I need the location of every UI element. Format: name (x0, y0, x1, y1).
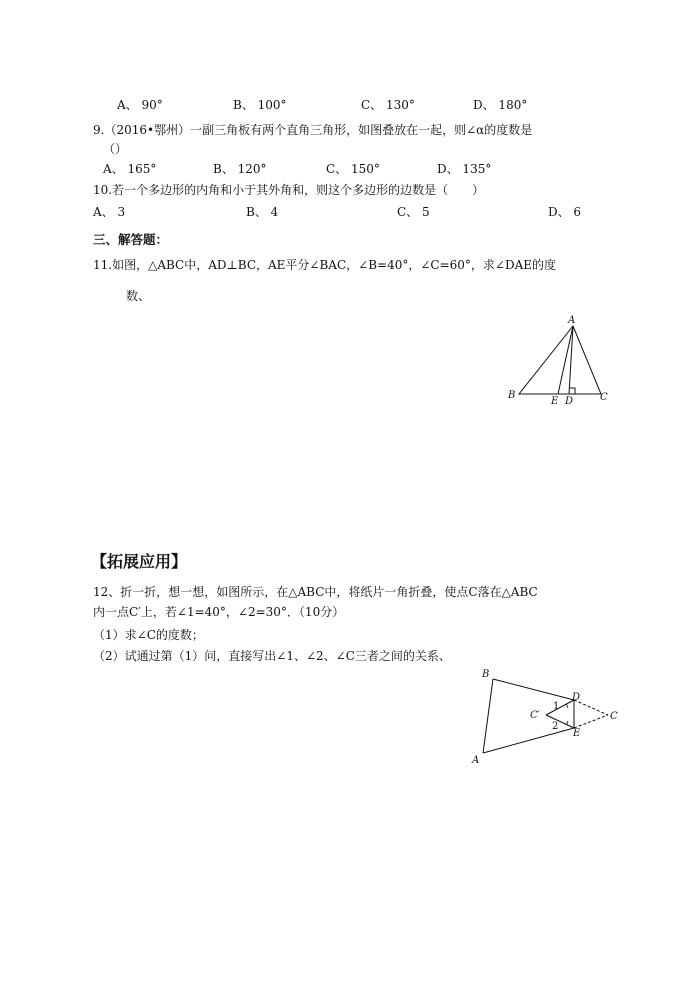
q10-stem: 10.若一个多边形的内角和小于其外角和，则这个多边形的边数是（ ） (93, 183, 485, 197)
q8-option-c: C、 130° (361, 98, 415, 112)
q8-option-a: A、 90° (117, 98, 163, 112)
q8-option-d: D、 180° (473, 98, 528, 112)
q10-option-d: D、 6 (548, 205, 582, 219)
section-heading-answers: 三、解答题： (93, 232, 169, 247)
q11-label-a: A (568, 315, 576, 326)
q12-label-angle-1: 1 (553, 701, 560, 712)
q12-label-b: B (482, 669, 490, 680)
q12-label-c: C (610, 711, 618, 722)
q11-label-d: D (565, 396, 574, 407)
q9-stem-line1: 9.（2016•鄂州）一副三角板有两个直角三角形，如图叠放在一起，则∠α的度数是 (93, 123, 533, 137)
q12-stem-line1: 12、折一折，想一想，如图所示，在△ABC中，将纸片一角折叠，使点C落在△ABC (93, 585, 538, 599)
q8-option-b: B、 100° (233, 98, 287, 112)
q9-option-d: D、 135° (437, 162, 492, 176)
q10-option-c: C、 5 (397, 205, 430, 219)
q11-stem-line1: 11.如图，△ABC中，AD⊥BC，AE平分∠BAC，∠B=40°，∠C=60°，求∠DAE的度 (93, 258, 557, 272)
q12-part2: （2）试通过第（1）问，直接写出∠1、∠2、∠C三者之间的关系、 (93, 649, 451, 663)
q12-part1: （1）求∠C的度数； (93, 628, 204, 642)
q10-option-a: A、 3 (93, 205, 126, 219)
q11-label-e: E (551, 396, 559, 407)
q11-label-b: B (508, 390, 516, 401)
q9-option-a: A、 165° (103, 162, 157, 176)
q11-stem-line2: 数、 (126, 289, 151, 303)
q9-stem-line2: （） (103, 142, 128, 156)
q9-option-b: B、 120° (213, 162, 267, 176)
q11-label-c: C (600, 392, 608, 403)
section-heading-extension: 【拓展应用】 (91, 552, 188, 571)
q12-label-e: E (573, 728, 581, 739)
q12-label-c-prime: C′ (530, 710, 540, 721)
q12-fold-figure (465, 665, 625, 771)
q10-option-b: B、 4 (246, 205, 279, 219)
q11-triangle-figure (500, 312, 620, 408)
q12-label-d: D (572, 692, 581, 703)
q12-label-angle-2: 2 (552, 721, 559, 732)
q9-option-c: C、 150° (326, 162, 380, 176)
q12-stem-line2: 内一点C′上，若∠1=40°，∠2=30°．（10分） (93, 605, 345, 619)
q12-label-a: A (472, 755, 480, 766)
